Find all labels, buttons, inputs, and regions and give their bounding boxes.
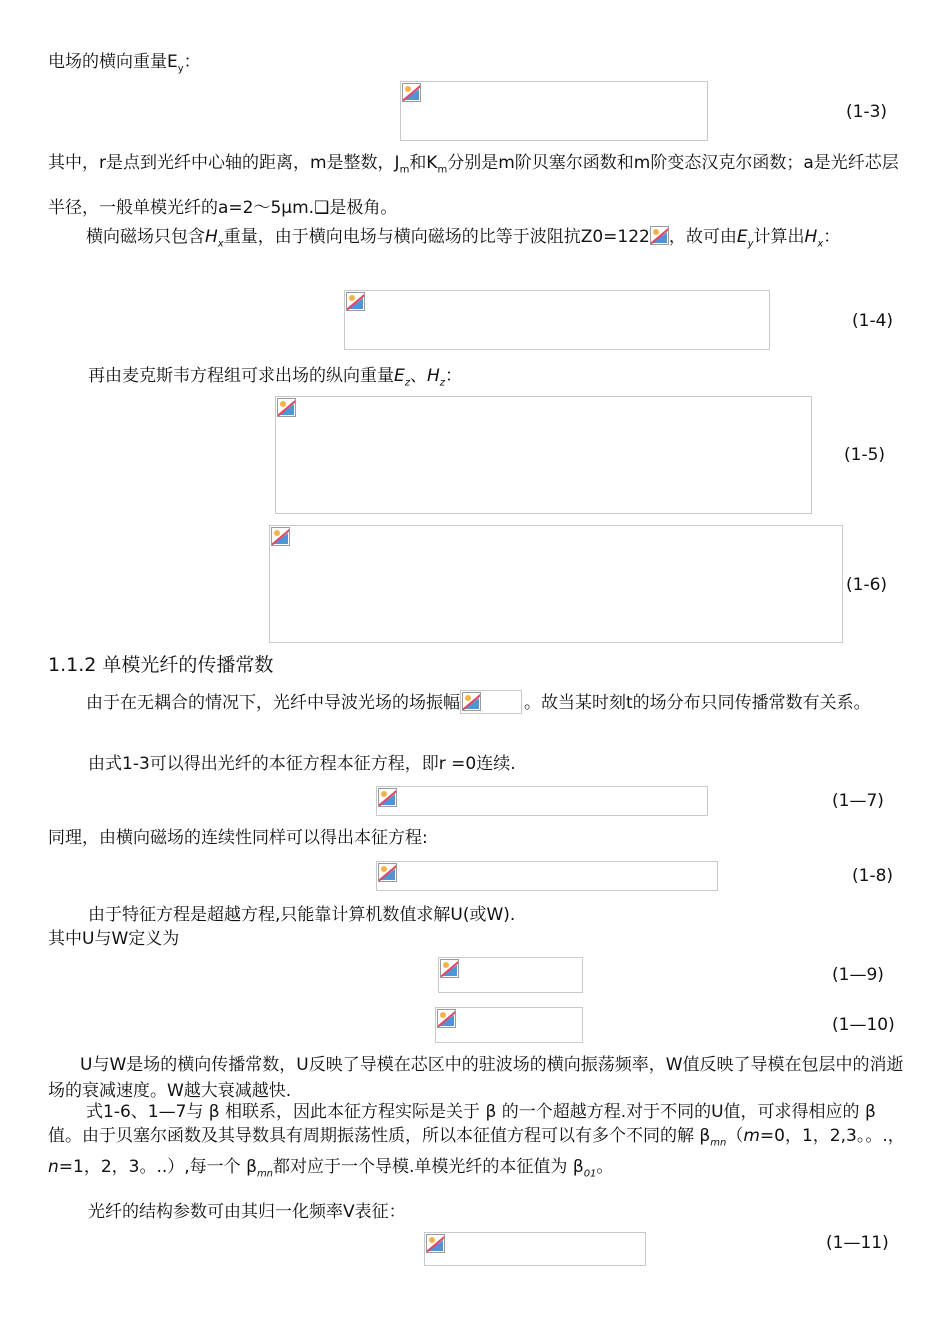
paragraph-v: 光纤的结构参数可由其归一化频率V表征： <box>88 1202 406 1222</box>
broken-image-icon <box>277 398 296 417</box>
equation-image-1-11 <box>424 1232 646 1266</box>
equation-number: (1—11) <box>826 1233 889 1253</box>
paragraph-where: 其中，r是点到光纤中心轴的距离，m是整数，$J_m$和$K_m$分别是m阶贝塞尔函数和m阶变态汉克尔函数；a是光纤芯层半径，一般单模光纤的a=2～5μm.❑是极角。 <box>48 153 899 219</box>
equation-image-1-8 <box>376 861 718 891</box>
equation-image-1-7 <box>376 786 708 816</box>
equation-image-1-5 <box>275 396 812 514</box>
broken-image-icon <box>378 788 397 807</box>
paragraph-eigen: 式1-6、1—7与 β 相联系，因此本征方程实际是关于 β 的一个超越方程.对于不同的U值，可求得相应的 β 值。由于贝塞尔函数及其导数具有周期振荡性质，所以本征值方程可以有多个不同的解 $\beta_{mn}(m=0$，1，2,3。。.，n=1，2，3。..）,每一个 $\beta_{mn}$都对应于一个导模.单模光纤的本征值为 $\beta_{01}$。 <box>48 1102 905 1180</box>
equation-image-1-4 <box>344 290 770 350</box>
broken-image-icon <box>426 1234 445 1253</box>
paragraph-propagation: 由于在无耦合的情况下，光纤中导波光场的场振幅 。故当某时刻t的场分布只同传播常数有关系。 <box>48 684 906 722</box>
broken-image-icon <box>650 226 669 245</box>
equation-image-1-9 <box>438 957 583 993</box>
paragraph-transcendental: 由于特征方程是超越方程,只能靠计算机数值求解U(或W). <box>88 905 516 925</box>
equation-image-inline <box>460 690 522 714</box>
square-glyph-icon: ❑ <box>314 198 330 219</box>
equation-number: (1-5) <box>844 445 886 465</box>
paragraph-hx: 横向磁场只包含$H_x$重量，由于横向电场与横向磁场的比等于波阻抗Z0=122 ，故可由$E_y$计算出$H_x$： <box>86 227 841 250</box>
broken-image-icon <box>440 959 459 978</box>
broken-image-icon <box>346 292 365 311</box>
equation-number: (1-6) <box>846 575 888 595</box>
equation-image-1-10 <box>435 1007 583 1043</box>
paragraph-definition: 其中U与W定义为 <box>48 929 180 949</box>
equation-image-1-6 <box>269 525 843 643</box>
equation-number: (1—9) <box>832 965 884 985</box>
equation-number: (1—10) <box>832 1015 895 1035</box>
equation-number: (1-4) <box>852 311 894 331</box>
text-line-field-ey: 电场的横向重量$E_y$： <box>48 52 201 75</box>
broken-image-icon <box>402 83 421 102</box>
equation-number: (1-3) <box>846 102 888 122</box>
broken-image-icon <box>271 527 290 546</box>
equation-number: (1—7) <box>832 791 884 811</box>
paragraph-continuity: 由式1-3可以得出光纤的本征方程本征方程，即r =0连续. <box>88 754 516 774</box>
broken-image-icon <box>378 863 397 882</box>
paragraph-same: 同理，由横向磁场的连续性同样可以得出本征方程: <box>48 828 428 848</box>
broken-image-icon <box>462 692 481 711</box>
equation-number: (1-8) <box>852 866 894 886</box>
paragraph-uw: U与W是场的横向传播常数，U反映了导模在芯区中的驻波场的横向振荡频率，W值反映了导模在包层中的消逝场的衰减速度。W越大衰减越快. <box>48 1055 904 1101</box>
section-heading: 1.1.2 单模光纤的传播常数 <box>48 654 274 676</box>
paragraph-maxwell: 再由麦克斯韦方程组可求出场的纵向重量$E_z$、$H_z$： <box>88 366 463 389</box>
equation-image-1-3 <box>400 81 708 141</box>
broken-image-icon <box>437 1009 456 1028</box>
